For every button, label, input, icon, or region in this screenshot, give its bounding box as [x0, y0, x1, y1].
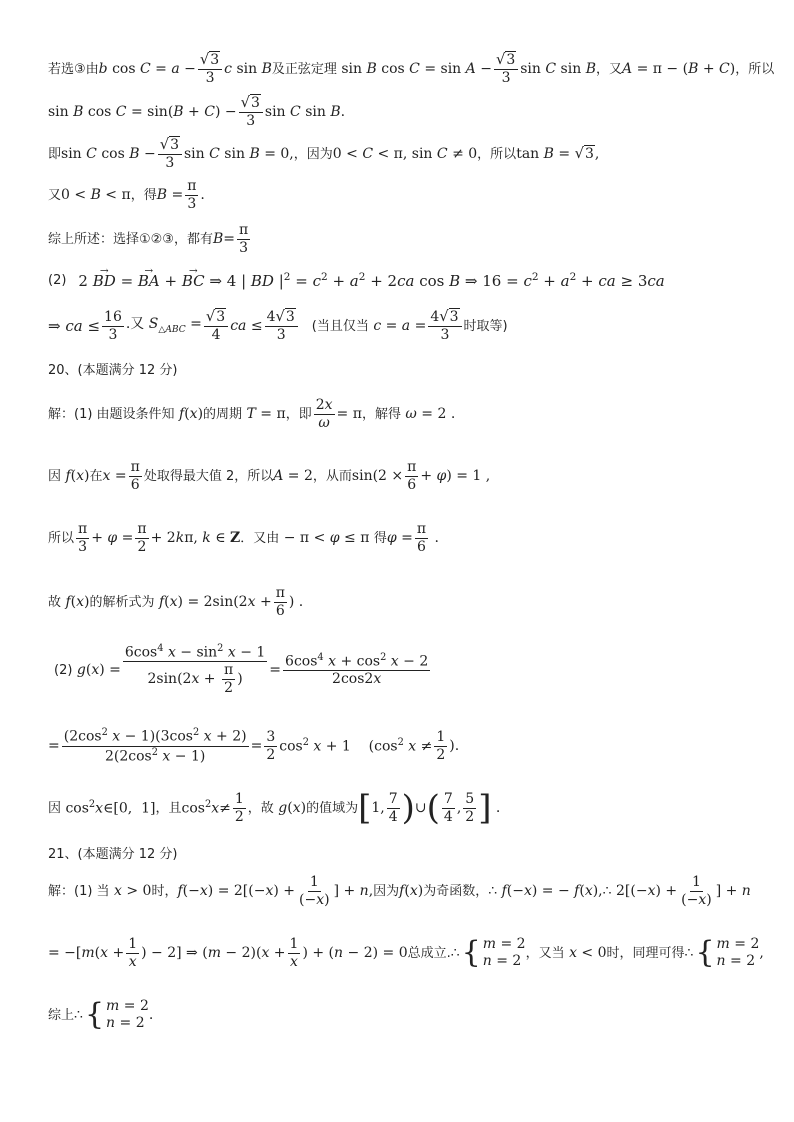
solution-line-7: ⇒ ca ≤ $\frac{16}{3}$ .又 $S_{\triangle ABC}$ = $\frac{√3}{4}$ ca ≤ $\frac{4√3}{3}$ (当且仅当 c = a = $\frac{4√3}{3}$ 时取等) — [48, 308, 508, 343]
system-brace-3: { m = 2 n = 2 — [84, 997, 149, 1032]
solution-line-17: 解：(1) 当 x > 0 时， f(−x) = 2[(−x) + $\frac{1}{(-x)}$ ] + n, 因为 f(x) 为奇函数， ∴ f(−x) = − f(x),∴ 2[(−x) + $\frac{1}{(-x)}$ ] + n — [48, 873, 751, 908]
solution-line-6: (2) 2 → BD = → BA + → BC ⇒ 4 | BD $|^2 = c^2 + a^2 + 2ca$ cos B ⇒ $16 = c^2 + a^2$ + ca ≥ 3ca — [48, 266, 774, 294]
solution-line-14: = $\frac{(2\cos^2 x - 1)(3\cos^2 x + 2)}{2(2\cos^2 x - 1)}$ = $\frac{3}{2}$ $\cos^2 x + 1$ ($\cos^2$ x ≠ $\frac{1}{2}$ ). — [48, 727, 460, 765]
solution-line-3: 即 sin C cos B − $\frac{√3}{3}$ sin C sin B = 0, ，因为 0 < C < π, sin C ≠ 0 ，所以 tan B = √3, — [48, 136, 600, 171]
solution-line-13: (2) g(x) = $6\cos^4$ $x - \sin^2 x - 1$ 2sin(2x + $\frac{\pi}{2}$ ) = $\frac{6\cos^4 x + \cos^2 x - 2}{2\cos 2x}$ — [54, 643, 429, 697]
question-20-heading: 20、(本题满分 12 分) — [48, 362, 178, 378]
system-brace-1: { m = 2 n = 2 — [461, 935, 526, 970]
solution-line-15: 因 $\cos^2x\in[0$, 1] ，且 $\cos^2x\ne$ $\frac{1}{2}$ ，故 g(x) 的值域为 [ 1, $\frac{7}{4}$ ) ∪ ( $\frac{7}{4}$ , $\frac{5}{2}$ ] . — [48, 788, 501, 828]
solution-line-1: 若选③由 b cos C = a − $\frac{√3}{3}$ c sin B 及正弦定理 sin B cos C = sin A − $\frac{√3}{3}$ sin C sin B ，又 A = π − (B + C) ，所以 — [48, 51, 775, 86]
solution-line-9: 解：(1) 由题设条件知 f(x) 的周期 T = π ，即 $\frac{2x}{\omega}$ = π ，解得 ω = 2 . — [48, 396, 456, 431]
solution-line-18: = −[m(x + $\frac{1}{x}$ ) − 2] ⇒ (m − 2)(x + $\frac{1}{x}$ ) + (n − 2) = 0 总成立. ∴ { m = 2 n = 2 ，又当 x < 0 时，同理可得 ∴ { m = 2 n = 2 , — [48, 935, 764, 970]
solution-line-5: 综上所述：选择①②③，都有 B= $\frac{\pi}{3}$ — [48, 221, 249, 256]
solution-line-19: 综上 ∴ { m = 2 n = 2 . — [48, 997, 154, 1032]
system-brace-2: { m = 2 n = 2 — [695, 935, 760, 970]
solution-line-10: 因 f(x) 在 x = $\frac{\pi}{6}$ 处取得最大值 2，所以 A = 2 ，从而 sin(2 × $\frac{\pi}{6}$ + φ) = 1 , — [48, 458, 491, 493]
solution-line-4: 又 0 < B < π ，得 B = $\frac{\pi}{3}$ . — [48, 177, 205, 212]
solution-line-2: sin B cos C = sin(B + C) − $\frac{√3}{3}$ sin C sin B. — [48, 94, 346, 129]
solution-line-11: 所以 $\frac{\pi}{3}$ + φ = $\frac{\pi}{2}$ + 2kπ, k ∈ Z ．又由 − π < φ ≤ π 得 φ = $\frac{\pi}{6}$ . — [48, 520, 439, 555]
solution-line-12: 故 f(x) 的解析式为 f(x) = 2sin(2x + $\frac{\pi}{6}$ ) . — [48, 584, 304, 619]
question-21-heading: 21、(本题满分 12 分) — [48, 846, 178, 862]
